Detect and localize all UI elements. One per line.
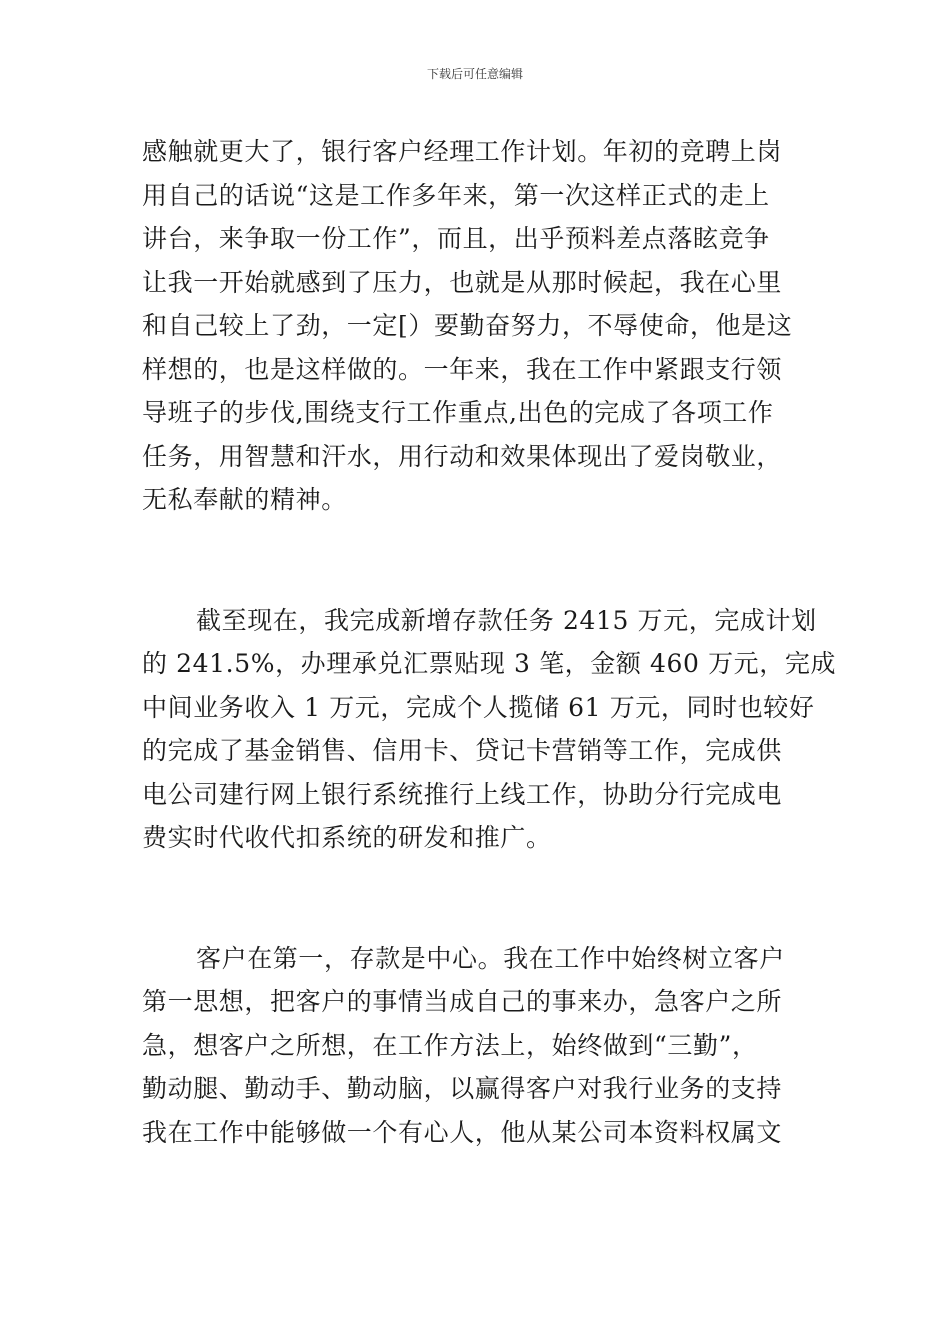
text-line: 第一思想，把客户的事情当成自己的事来办，急客户之所	[142, 987, 783, 1016]
text-line: 感触就更大了，银行客户经理工作计划。年初的竞聘上岗	[142, 137, 783, 166]
text-line: 费实时代收代扣系统的研发和推广。	[142, 823, 552, 852]
paragraph-2	[142, 599, 837, 860]
text-line: 讲台，来争取一份工作”，而且，出乎预料差点落眩竞争	[142, 224, 770, 253]
paragraph-1	[142, 130, 812, 522]
document-body	[142, 130, 837, 1154]
text-line: 的 241.5%，办理承兑汇票贴现 3 笔，金额 460 万元，完成	[142, 649, 837, 678]
text-line: 用自己的话说“这是工作多年来，第一次这样正式的走上	[142, 180, 770, 210]
text-line: 勤动腿、勤动手、勤动脑，以赢得客户对我行业务的支持	[142, 1074, 783, 1103]
paragraph-spacer	[142, 522, 812, 599]
text-line: 客户在第一，存款是中心。我在工作中始终树立客户	[196, 943, 785, 973]
text-line: 样想的，也是这样做的。一年来，我在工作中紧跟支行领	[142, 354, 783, 384]
text-line: 的完成了基金销售、信用卡、贷记卡营销等工作，完成供	[142, 736, 783, 765]
text-line: 让我一开始就感到了压力，也就是从那时候起，我在心里	[142, 267, 783, 297]
text-line: 无私奉献的精神。	[142, 485, 347, 514]
page-header: 下载后可任意编辑	[426, 67, 523, 81]
paragraph-spacer	[142, 860, 812, 937]
text-line: 任务，用智慧和汗水，用行动和效果体现出了爱岗敬业，	[142, 441, 783, 471]
text-line: 截至现在，我完成新增存款任务 2415 万元，完成计划	[196, 605, 817, 635]
text-line: 急，想客户之所想，在工作方法上，始终做到“三勤”，	[142, 1030, 758, 1060]
text-line: 和自己较上了劲，一定[）要勤奋努力，不辱使命，他是这	[142, 311, 793, 340]
text-line: 导班子的步伐,围绕支行工作重点,出色的完成了各项工作	[142, 398, 774, 427]
text-line: 我在工作中能够做一个有心人，他从某公司本资料权属文	[142, 1117, 783, 1147]
text-line: 中间业务收入 1 万元，完成个人揽储 61 万元，同时也较好	[142, 692, 815, 722]
text-line: 电公司建行网上银行系统推行上线工作，协助分行完成电	[142, 779, 783, 809]
paragraph-3	[142, 937, 812, 1155]
